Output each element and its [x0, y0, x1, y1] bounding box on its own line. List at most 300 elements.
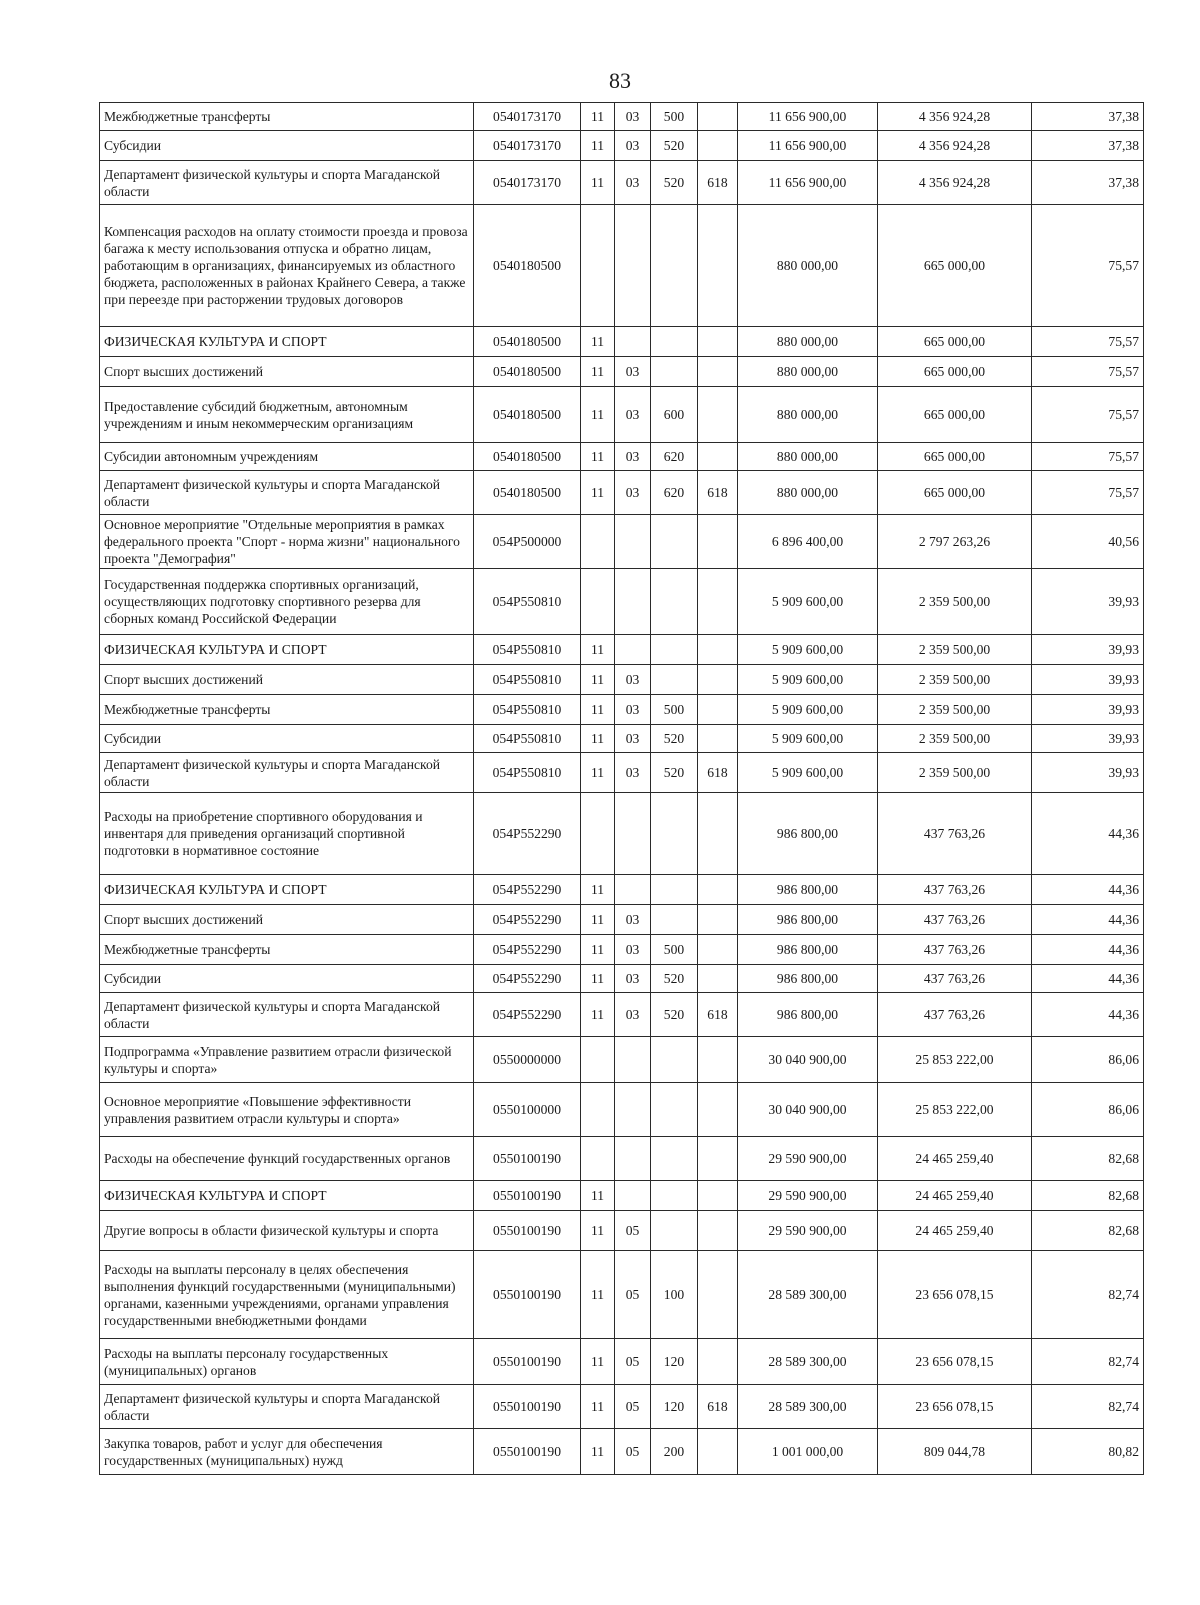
cell-c4 [698, 1181, 738, 1211]
cell-pct: 82,68 [1032, 1137, 1144, 1181]
cell-name: ФИЗИЧЕСКАЯ КУЛЬТУРА И СПОРТ [100, 1181, 474, 1211]
cell-exec: 665 000,00 [878, 471, 1032, 515]
cell-pct: 39,93 [1032, 665, 1144, 695]
cell-name: Компенсация расходов на оплату стоимости проезда и провоза багажа к месту использования отпуска и обратно лицам, работающим в организациях, финансируемых из областного бюджета, расположенных в районах Крайнего Севера, а также при переезде при расторжении трудовых договоров [100, 205, 474, 327]
cell-c2: 05 [615, 1339, 651, 1385]
cell-name: Основное мероприятие "Отдельные мероприятия в рамках федерального проекта "Спорт - норма жизни" национального проекта "Демография" [100, 515, 474, 569]
cell-c2: 03 [615, 935, 651, 965]
cell-name: Расходы на выплаты персоналу в целях обеспечения выполнения функций государственными (муниципальными) органами, казенными учреждениями, органами управления государственными внебюджетными фондами [100, 1251, 474, 1339]
cell-pct: 82,74 [1032, 1339, 1144, 1385]
cell-plan: 986 800,00 [738, 905, 878, 935]
cell-c1: 11 [581, 357, 615, 387]
cell-exec: 665 000,00 [878, 443, 1032, 471]
cell-plan: 11 656 900,00 [738, 131, 878, 161]
cell-pct: 75,57 [1032, 327, 1144, 357]
cell-c4 [698, 103, 738, 131]
cell-exec: 2 797 263,26 [878, 515, 1032, 569]
cell-c2: 03 [615, 965, 651, 993]
cell-exec: 24 465 259,40 [878, 1211, 1032, 1251]
table-row [100, 1083, 1144, 1137]
cell-exec: 24 465 259,40 [878, 1181, 1032, 1211]
cell-name: Департамент физической культуры и спорта Магаданской области [100, 753, 474, 793]
cell-c2: 03 [615, 905, 651, 935]
cell-c1 [581, 1083, 615, 1137]
cell-plan: 986 800,00 [738, 793, 878, 875]
cell-name: Расходы на приобретение спортивного оборудования и инвентаря для приведения организаций спортивной подготовки в нормативное состояние [100, 793, 474, 875]
cell-c4 [698, 905, 738, 935]
cell-name: Департамент физической культуры и спорта Магаданской области [100, 161, 474, 205]
cell-c3 [651, 1037, 698, 1083]
cell-name: Спорт высших достижений [100, 665, 474, 695]
cell-c1 [581, 793, 615, 875]
table-row [100, 103, 1144, 131]
cell-pct: 75,57 [1032, 387, 1144, 443]
cell-c3 [651, 569, 698, 635]
cell-plan: 28 589 300,00 [738, 1251, 878, 1339]
cell-exec: 25 853 222,00 [878, 1083, 1032, 1137]
cell-c4 [698, 569, 738, 635]
cell-c2: 03 [615, 131, 651, 161]
cell-c3: 120 [651, 1385, 698, 1429]
cell-name: Расходы на выплаты персоналу государственных (муниципальных) органов [100, 1339, 474, 1385]
cell-pct: 39,93 [1032, 725, 1144, 753]
cell-c3: 120 [651, 1339, 698, 1385]
cell-c3: 520 [651, 725, 698, 753]
cell-c2: 03 [615, 665, 651, 695]
cell-c1: 11 [581, 1251, 615, 1339]
cell-name: ФИЗИЧЕСКАЯ КУЛЬТУРА И СПОРТ [100, 635, 474, 665]
cell-c2: 03 [615, 753, 651, 793]
cell-c1: 11 [581, 1429, 615, 1475]
cell-name: Расходы на обеспечение функций государственных органов [100, 1137, 474, 1181]
table-row [100, 965, 1144, 993]
cell-c4 [698, 935, 738, 965]
table-row [100, 993, 1144, 1037]
cell-plan: 11 656 900,00 [738, 103, 878, 131]
cell-c4 [698, 131, 738, 161]
cell-pct: 44,36 [1032, 793, 1144, 875]
cell-c2: 03 [615, 725, 651, 753]
cell-exec: 437 763,26 [878, 875, 1032, 905]
cell-c2: 03 [615, 471, 651, 515]
cell-exec: 2 359 500,00 [878, 665, 1032, 695]
cell-code: 0550100000 [474, 1083, 581, 1137]
cell-pct: 86,06 [1032, 1083, 1144, 1137]
cell-exec: 437 763,26 [878, 965, 1032, 993]
cell-exec: 23 656 078,15 [878, 1385, 1032, 1429]
cell-c1: 11 [581, 875, 615, 905]
cell-c4 [698, 665, 738, 695]
cell-c2 [615, 327, 651, 357]
cell-exec: 4 356 924,28 [878, 131, 1032, 161]
table-row [100, 387, 1144, 443]
cell-code: 0540180500 [474, 471, 581, 515]
cell-c3: 520 [651, 161, 698, 205]
cell-plan: 5 909 600,00 [738, 569, 878, 635]
cell-code: 054P552290 [474, 935, 581, 965]
cell-pct: 75,57 [1032, 443, 1144, 471]
cell-exec: 4 356 924,28 [878, 161, 1032, 205]
cell-plan: 880 000,00 [738, 443, 878, 471]
cell-code: 054P550810 [474, 753, 581, 793]
cell-c3 [651, 327, 698, 357]
cell-c3: 620 [651, 443, 698, 471]
cell-exec: 437 763,26 [878, 793, 1032, 875]
cell-c4 [698, 357, 738, 387]
table-row [100, 1429, 1144, 1475]
cell-pct: 86,06 [1032, 1037, 1144, 1083]
cell-c4 [698, 1137, 738, 1181]
cell-plan: 5 909 600,00 [738, 753, 878, 793]
cell-c1: 11 [581, 695, 615, 725]
cell-c3: 520 [651, 965, 698, 993]
cell-code: 0540180500 [474, 357, 581, 387]
cell-name: Спорт высших достижений [100, 905, 474, 935]
cell-name: Государственная поддержка спортивных организаций, осуществляющих подготовку спортивного резерва для сборных команд Российской Федерации [100, 569, 474, 635]
table-row [100, 753, 1144, 793]
cell-c3 [651, 515, 698, 569]
cell-c3: 520 [651, 993, 698, 1037]
cell-plan: 5 909 600,00 [738, 635, 878, 665]
cell-code: 054P500000 [474, 515, 581, 569]
cell-name: Спорт высших достижений [100, 357, 474, 387]
cell-code: 054P550810 [474, 695, 581, 725]
table-row [100, 1339, 1144, 1385]
cell-c1: 11 [581, 905, 615, 935]
cell-code: 054P550810 [474, 665, 581, 695]
cell-c2: 03 [615, 161, 651, 205]
table-row [100, 1181, 1144, 1211]
cell-c4 [698, 635, 738, 665]
table-row [100, 327, 1144, 357]
cell-exec: 4 356 924,28 [878, 103, 1032, 131]
cell-c1: 11 [581, 443, 615, 471]
cell-pct: 44,36 [1032, 993, 1144, 1037]
cell-c2 [615, 635, 651, 665]
cell-exec: 23 656 078,15 [878, 1339, 1032, 1385]
cell-code: 0540180500 [474, 205, 581, 327]
cell-code: 0540180500 [474, 443, 581, 471]
cell-pct: 75,57 [1032, 471, 1144, 515]
cell-c4 [698, 793, 738, 875]
cell-code: 0540173170 [474, 103, 581, 131]
cell-c1: 11 [581, 327, 615, 357]
cell-code: 054P552290 [474, 905, 581, 935]
cell-code: 0550000000 [474, 1037, 581, 1083]
cell-c2: 03 [615, 695, 651, 725]
table-row [100, 935, 1144, 965]
cell-c4: 618 [698, 161, 738, 205]
cell-pct: 37,38 [1032, 161, 1144, 205]
cell-plan: 986 800,00 [738, 965, 878, 993]
table-row [100, 665, 1144, 695]
cell-plan: 30 040 900,00 [738, 1037, 878, 1083]
cell-c4 [698, 875, 738, 905]
cell-plan: 6 896 400,00 [738, 515, 878, 569]
cell-code: 0550100190 [474, 1137, 581, 1181]
cell-c2: 05 [615, 1211, 651, 1251]
cell-c1: 11 [581, 1181, 615, 1211]
cell-plan: 1 001 000,00 [738, 1429, 878, 1475]
cell-c4 [698, 1339, 738, 1385]
cell-exec: 665 000,00 [878, 327, 1032, 357]
cell-exec: 2 359 500,00 [878, 725, 1032, 753]
cell-pct: 39,93 [1032, 569, 1144, 635]
cell-c3 [651, 665, 698, 695]
cell-plan: 986 800,00 [738, 875, 878, 905]
cell-c2: 03 [615, 387, 651, 443]
cell-c1: 11 [581, 665, 615, 695]
cell-c2: 03 [615, 357, 651, 387]
table-row [100, 443, 1144, 471]
cell-plan: 880 000,00 [738, 205, 878, 327]
cell-pct: 39,93 [1032, 753, 1144, 793]
cell-plan: 986 800,00 [738, 993, 878, 1037]
cell-c1: 11 [581, 935, 615, 965]
cell-name: ФИЗИЧЕСКАЯ КУЛЬТУРА И СПОРТ [100, 875, 474, 905]
cell-pct: 44,36 [1032, 905, 1144, 935]
cell-pct: 82,68 [1032, 1211, 1144, 1251]
cell-c3 [651, 1083, 698, 1137]
cell-pct: 75,57 [1032, 205, 1144, 327]
cell-plan: 880 000,00 [738, 387, 878, 443]
cell-pct: 82,74 [1032, 1385, 1144, 1429]
cell-exec: 2 359 500,00 [878, 635, 1032, 665]
cell-plan: 5 909 600,00 [738, 665, 878, 695]
cell-c1: 11 [581, 103, 615, 131]
cell-exec: 2 359 500,00 [878, 569, 1032, 635]
cell-c3 [651, 1181, 698, 1211]
cell-c2 [615, 1083, 651, 1137]
cell-c3: 200 [651, 1429, 698, 1475]
cell-c3: 520 [651, 753, 698, 793]
cell-pct: 44,36 [1032, 875, 1144, 905]
cell-pct: 40,56 [1032, 515, 1144, 569]
table-row [100, 205, 1144, 327]
cell-code: 054P550810 [474, 725, 581, 753]
cell-code: 054P552290 [474, 965, 581, 993]
cell-pct: 37,38 [1032, 103, 1144, 131]
table-row [100, 471, 1144, 515]
cell-c2 [615, 793, 651, 875]
cell-code: 0550100190 [474, 1339, 581, 1385]
cell-exec: 437 763,26 [878, 905, 1032, 935]
table-row [100, 161, 1144, 205]
cell-c3 [651, 357, 698, 387]
cell-c3: 500 [651, 935, 698, 965]
cell-c1: 11 [581, 1339, 615, 1385]
cell-code: 0550100190 [474, 1251, 581, 1339]
cell-name: Субсидии [100, 131, 474, 161]
table-body [100, 103, 1144, 1475]
table-row [100, 695, 1144, 725]
cell-code: 0550100190 [474, 1181, 581, 1211]
cell-c1: 11 [581, 387, 615, 443]
cell-plan: 5 909 600,00 [738, 695, 878, 725]
cell-c4: 618 [698, 993, 738, 1037]
cell-name: Межбюджетные трансферты [100, 935, 474, 965]
cell-code: 0540180500 [474, 327, 581, 357]
cell-c2: 05 [615, 1251, 651, 1339]
cell-pct: 44,36 [1032, 935, 1144, 965]
cell-c4: 618 [698, 471, 738, 515]
table-row [100, 515, 1144, 569]
cell-c1: 11 [581, 1211, 615, 1251]
cell-c1 [581, 1037, 615, 1083]
cell-pct: 39,93 [1032, 695, 1144, 725]
cell-c4 [698, 387, 738, 443]
cell-code: 0540173170 [474, 161, 581, 205]
cell-c4 [698, 1037, 738, 1083]
cell-c2: 03 [615, 103, 651, 131]
cell-c3 [651, 905, 698, 935]
table-row [100, 131, 1144, 161]
table-row [100, 1385, 1144, 1429]
cell-c2: 03 [615, 443, 651, 471]
cell-pct: 80,82 [1032, 1429, 1144, 1475]
cell-c3 [651, 875, 698, 905]
cell-pct: 75,57 [1032, 357, 1144, 387]
cell-exec: 437 763,26 [878, 993, 1032, 1037]
cell-c1: 11 [581, 965, 615, 993]
cell-plan: 29 590 900,00 [738, 1137, 878, 1181]
cell-name: Субсидии автономным учреждениям [100, 443, 474, 471]
cell-c4 [698, 515, 738, 569]
cell-c4 [698, 327, 738, 357]
cell-code: 054P550810 [474, 569, 581, 635]
cell-c3: 500 [651, 103, 698, 131]
cell-c4 [698, 443, 738, 471]
cell-c4 [698, 205, 738, 327]
cell-plan: 30 040 900,00 [738, 1083, 878, 1137]
cell-plan: 29 590 900,00 [738, 1211, 878, 1251]
cell-plan: 880 000,00 [738, 471, 878, 515]
cell-name: Межбюджетные трансферты [100, 695, 474, 725]
cell-c4 [698, 1083, 738, 1137]
cell-name: Закупка товаров, работ и услуг для обеспечения государственных (муниципальных) нужд [100, 1429, 474, 1475]
cell-name: ФИЗИЧЕСКАЯ КУЛЬТУРА И СПОРТ [100, 327, 474, 357]
cell-c4 [698, 1429, 738, 1475]
cell-code: 054P552290 [474, 793, 581, 875]
cell-plan: 28 589 300,00 [738, 1339, 878, 1385]
cell-code: 0540180500 [474, 387, 581, 443]
cell-code: 0540173170 [474, 131, 581, 161]
table-row [100, 569, 1144, 635]
cell-c2 [615, 1137, 651, 1181]
cell-exec: 24 465 259,40 [878, 1137, 1032, 1181]
cell-name: Субсидии [100, 725, 474, 753]
cell-plan: 28 589 300,00 [738, 1385, 878, 1429]
cell-plan: 880 000,00 [738, 357, 878, 387]
cell-c2 [615, 569, 651, 635]
cell-c3: 100 [651, 1251, 698, 1339]
cell-name: Другие вопросы в области физической культуры и спорта [100, 1211, 474, 1251]
cell-c3 [651, 205, 698, 327]
cell-plan: 880 000,00 [738, 327, 878, 357]
cell-c2 [615, 1181, 651, 1211]
cell-c2 [615, 1037, 651, 1083]
table-row [100, 1211, 1144, 1251]
cell-c4 [698, 1211, 738, 1251]
cell-c2: 03 [615, 993, 651, 1037]
cell-c1 [581, 1137, 615, 1181]
cell-exec: 665 000,00 [878, 357, 1032, 387]
cell-c4: 618 [698, 1385, 738, 1429]
cell-exec: 2 359 500,00 [878, 695, 1032, 725]
cell-c1: 11 [581, 993, 615, 1037]
cell-pct: 82,74 [1032, 1251, 1144, 1339]
table-row [100, 1251, 1144, 1339]
cell-c3: 500 [651, 695, 698, 725]
table-row [100, 793, 1144, 875]
cell-name: Субсидии [100, 965, 474, 993]
cell-c1 [581, 205, 615, 327]
budget-table [99, 102, 1144, 1475]
cell-code: 0550100190 [474, 1429, 581, 1475]
cell-plan: 11 656 900,00 [738, 161, 878, 205]
cell-exec: 23 656 078,15 [878, 1251, 1032, 1339]
cell-c2: 05 [615, 1429, 651, 1475]
cell-code: 054P552290 [474, 993, 581, 1037]
cell-name: Основное мероприятие «Повышение эффективности управления развитием отрасли культуры и спорта» [100, 1083, 474, 1137]
cell-c1: 11 [581, 753, 615, 793]
cell-c1: 11 [581, 1385, 615, 1429]
cell-c3 [651, 1137, 698, 1181]
cell-c4: 618 [698, 753, 738, 793]
cell-c1 [581, 569, 615, 635]
cell-plan: 986 800,00 [738, 935, 878, 965]
cell-name: Департамент физической культуры и спорта Магаданской области [100, 1385, 474, 1429]
cell-c2: 05 [615, 1385, 651, 1429]
cell-c3: 520 [651, 131, 698, 161]
cell-c4 [698, 965, 738, 993]
cell-name: Межбюджетные трансферты [100, 103, 474, 131]
cell-c2 [615, 875, 651, 905]
cell-c2 [615, 515, 651, 569]
cell-pct: 82,68 [1032, 1181, 1144, 1211]
cell-c4 [698, 1251, 738, 1339]
cell-exec: 665 000,00 [878, 387, 1032, 443]
table-row [100, 1037, 1144, 1083]
cell-c1: 11 [581, 635, 615, 665]
cell-exec: 25 853 222,00 [878, 1037, 1032, 1083]
cell-c2 [615, 205, 651, 327]
cell-code: 054P552290 [474, 875, 581, 905]
cell-plan: 5 909 600,00 [738, 725, 878, 753]
cell-exec: 809 044,78 [878, 1429, 1032, 1475]
cell-c3: 620 [651, 471, 698, 515]
page-number: 83 [609, 68, 631, 93]
cell-name: Департамент физической культуры и спорта Магаданской области [100, 993, 474, 1037]
cell-name: Подпрограмма «Управление развитием отрасли физической культуры и спорта» [100, 1037, 474, 1083]
cell-plan: 29 590 900,00 [738, 1181, 878, 1211]
table-row [100, 905, 1144, 935]
table-row [100, 725, 1144, 753]
table-row [100, 357, 1144, 387]
cell-exec: 2 359 500,00 [878, 753, 1032, 793]
cell-exec: 437 763,26 [878, 935, 1032, 965]
table-row [100, 635, 1144, 665]
cell-name: Предоставление субсидий бюджетным, автономным учреждениям и иным некоммерческим организациям [100, 387, 474, 443]
cell-c3: 600 [651, 387, 698, 443]
cell-c1: 11 [581, 131, 615, 161]
table-row [100, 875, 1144, 905]
cell-c1: 11 [581, 161, 615, 205]
cell-name: Департамент физической культуры и спорта Магаданской области [100, 471, 474, 515]
cell-code: 054P550810 [474, 635, 581, 665]
cell-exec: 665 000,00 [878, 205, 1032, 327]
cell-code: 0550100190 [474, 1385, 581, 1429]
